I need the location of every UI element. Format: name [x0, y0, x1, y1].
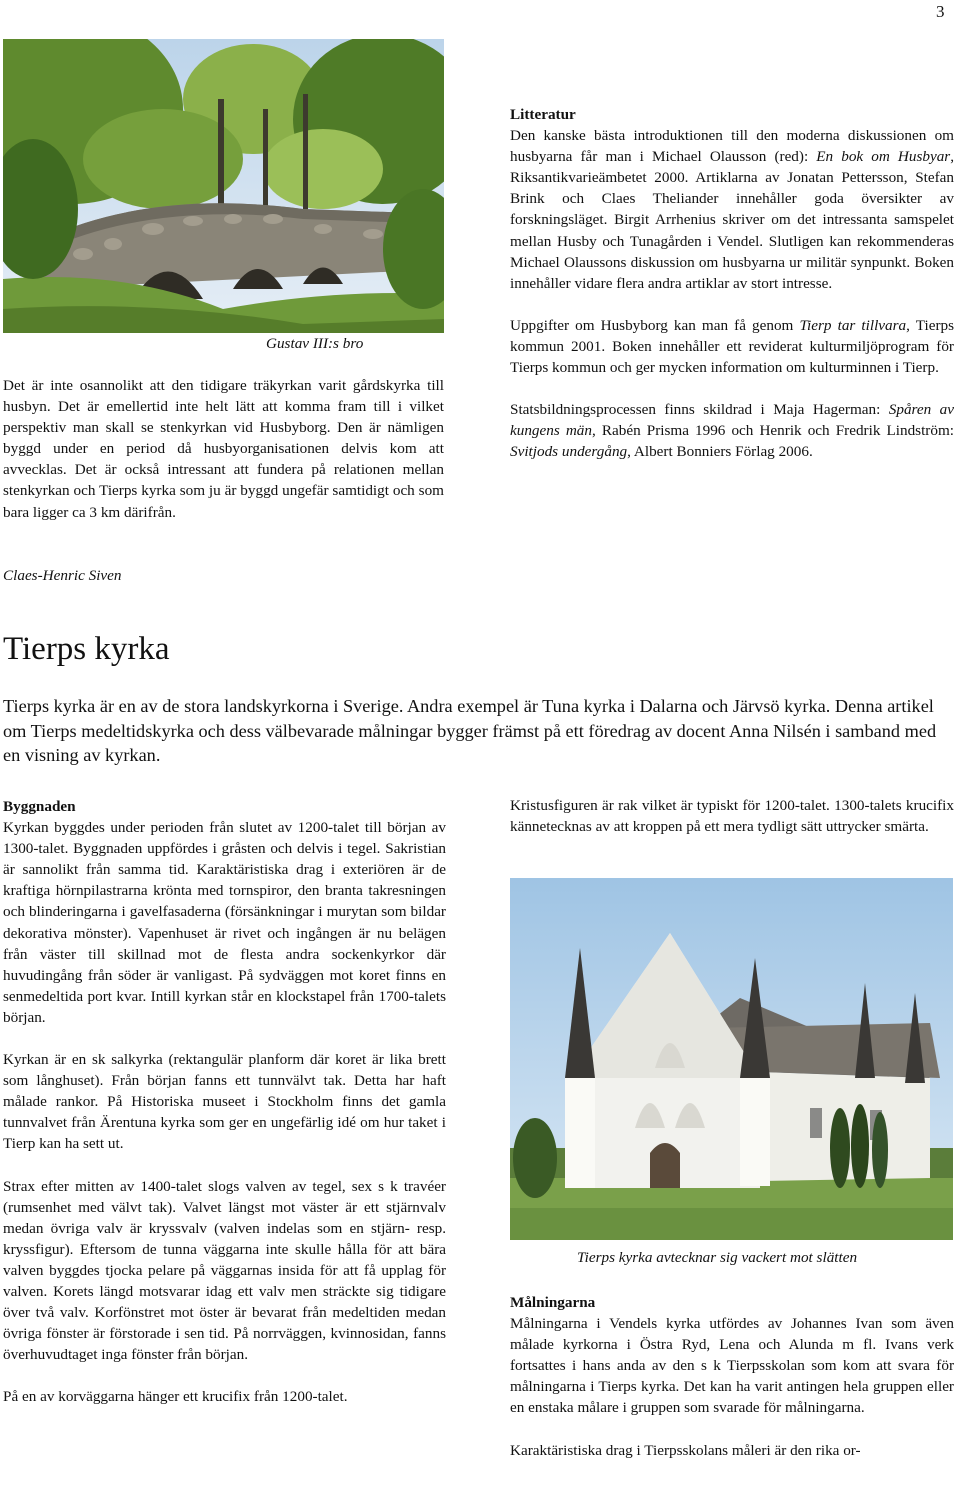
- church-illustration: [510, 878, 953, 1240]
- husby-paragraph: Det är inte osannolikt att den tidigare träkyrkan varit gårdskyrka till husbyn. Det är emellertid inte helt lätt att komma fram till i vilket perspektiv man skall se stenkyrkan vid Husbyborg. Den är nämligen byggd under en period då husbyorganisationen delvis kom att avvecklas. Det är också intressant att fundera på relationen mellan stenkyrkan och Tierps kyrka som ju är byggd ungefär samtidigt och som bara ligger ca 3 km därifrån.: [3, 377, 444, 521]
- litteratur-p1-rest: , Riksantikvarieämbetet 2000. Artiklarna av Jonatan Pettersson, Stefan Brink och Claes Theliander innehåller goda översikter av forskningsläget. Birgit Arrhenius skriver om det intressanta samspelet mellan Husby och Tunagården i Vendel. Slutligen kan rekommenderas Michael Olaussons diskussion om husbyarna ur militär synpunkt. Boken innehåller vidare flera andra artiklar av stort intresse.: [510, 148, 954, 292]
- litteratur-paragraph-1: [510, 125, 954, 294]
- byggnaden-paragraph-2: Kyrkan är en sk salkyrka (rektangulär planform där koret är lika brett som långhuset). Från början fanns ett tunnvälvt tak. Detta har haft målade rankor. På Historiska museet i Stockholm finns det gamla tunnvalvet från Ärentuna kyrka som ger en ungefärlig idé om hur taket i Tierp kan ha sett ut.: [3, 1051, 446, 1153]
- litteratur-p3-rest: , Albert Bonniers Förlag 2006.: [627, 443, 813, 461]
- church-photo: [510, 878, 953, 1240]
- book-title-sparen: Spåren av kungens män: [510, 401, 954, 440]
- malningarna-last-line: Karaktäristiska drag i Tierpsskolans måleri är den rika or-: [510, 1441, 861, 1459]
- byggnaden-paragraph-1: Kyrkan byggdes under perioden från slutet av 1200-talet till början av 1300-talet. Byggnaden uppfördes i gråsten och delvis i tegel. Sakristian är sannolikt från samma tid. Karaktäristiska drag i exteriören är de kraftiga hörnpilastrarna krönta med tornspiror, den branta takresningen och blinderingarna i gavelfasaderna (försänkningar i murytan som bildar dekorativa mönster). Vapenhuset är rivet och ingången är nu belägen från väster till skillnad mot de flesta andra sockenkyrkor där huvudingång från söder är vanligast. På sydväggen mot koret finns en senmedeltida port kvar. Intill kyrkan står en klockstapel från 1700-talets början.: [3, 819, 446, 1026]
- book-title-tierp: Tierp tar tillvara: [799, 316, 907, 334]
- litteratur-p2-text: Uppgifter om Husbyborg kan man få genom: [510, 316, 800, 334]
- bridge-photo: [3, 39, 444, 333]
- litteratur-p3-text: Statsbildningsprocessen finns skildrad i Maja Hagerman:: [510, 401, 889, 419]
- litteratur-p2-rest: , Tierps kommun 2001. Boken innehåller ett reviderat kulturmiljöprogram för Tierps kommun och ger mycken information om kulturminnen i Tierp.: [510, 316, 955, 377]
- book-title-svitjod: Svitjods undergång: [510, 443, 628, 461]
- malningarna-heading: Målningarna: [510, 1294, 596, 1311]
- malningarna-paragraph: Målningarna i Vendels kyrka utfördes av Johannes Ivan som även målade kyrkorna i Östra Ryd, Lena och Alunda m fl. Ivans verk fortsattes i hans anda av den s k Tierpsskolan som kom att svara för målningarna i Tierps kyrka. Det kan ha varit antingen hela gruppen eller en enstaka målare i gruppen som svarade för målningarna.: [510, 1315, 954, 1417]
- church-caption: Tierps kyrka avtecknar sig vackert mot slätten: [577, 1249, 858, 1266]
- kristusfiguren-paragraph: Kristusfiguren är rak vilket är typiskt för 1200-talet. 1300-talets krucifix kännetecknas av att kroppen på ett mera tydligt sätt uttrycker smärta.: [510, 797, 954, 836]
- article-lead: Tierps kyrka är en av de stora landskyrkorna i Sverige. Andra exempel är Tuna kyrka i Dalarna och Järvsö kyrka. Denna artikel om Tierps medeltidskyrka och dess välbevarade målningar bygger främst på ett föredrag av docent Anna Nilsén i samband med en visning av kyrkan.: [3, 696, 937, 765]
- litteratur-p3-mid: , Rabén Prisma 1996 och Henrik och Fredrik Lindström:: [592, 422, 954, 440]
- bridge-illustration: [3, 39, 444, 333]
- litteratur-p1-text: Den kanske bästa introduktionen till den moderna diskussionen om husbyarna får man i Michael Olausson (red):: [510, 127, 954, 166]
- article-title: Tierps kyrka: [3, 631, 170, 667]
- litteratur-paragraph-3: [510, 399, 954, 462]
- malningarna-section: [510, 1292, 954, 1461]
- byggnaden-section: [3, 796, 446, 1407]
- bridge-caption: Gustav III:s bro: [266, 335, 364, 352]
- byggnaden-paragraph-3: Strax efter mitten av 1400-talet slogs valven av tegel, sex s k travéer (rumsenhet med välvt tak). Valvet längst mot väster är ett stjärnvalv medan övriga valv är kryssvalv (valven indelas som en stjärn- resp. kryssfigur). Eftersom de tunna väggarna inte skulle hålla för att bära valven byggdes tjocka pelare på väggarnas insida för att få upplag för valven. Korets längd motsvarar idag ett valv men sträckte sig tidigare över två valv. Korfönstret mot öster är bevarat från medeltiden medan övriga fönster är förstorade i sen tid. På norrväggen, kvinnosidan, fanns överhuvudtaget inga fönster från början.: [3, 1177, 446, 1364]
- litteratur-heading: Litteratur: [510, 106, 576, 123]
- author-signature: Claes-Henric Siven: [3, 567, 122, 584]
- byggnaden-heading: Byggnaden: [3, 798, 76, 815]
- page-number: 3: [936, 2, 945, 21]
- litteratur-section: [510, 104, 954, 462]
- book-title-husbyar: En bok om Husbyar: [816, 148, 951, 166]
- litteratur-paragraph-2: [510, 315, 954, 378]
- byggnaden-paragraph-4: På en av korväggarna hänger ett krucifix från 1200-talet.: [3, 1388, 348, 1406]
